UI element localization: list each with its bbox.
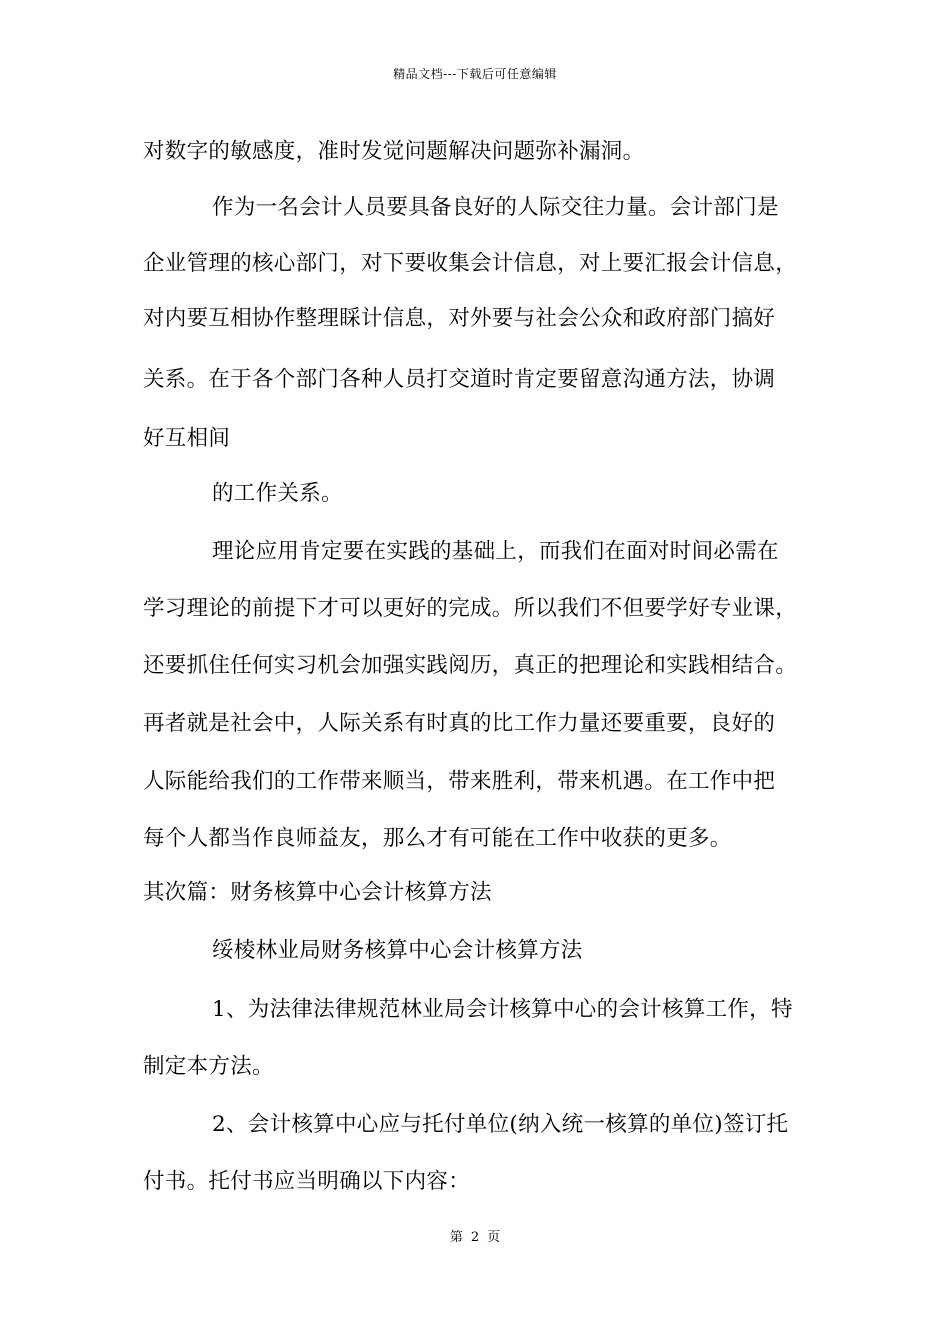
- page-header: 精品文档---下载后可任意编辑: [393, 67, 557, 81]
- text-line: 好互相间: [143, 426, 231, 451]
- paragraph-start-line: 理论应用肯定要在实践的基础上，而我们在面对时间必需在: [212, 539, 779, 564]
- text-line: 对内要互相协作整理睬计信息，对外要与社会公众和政府部门搞好: [143, 306, 776, 331]
- page-prefix: 第: [449, 1230, 463, 1245]
- text-line: 还要抓住任何实习机会加强实践阅历，真正的把理论和实践相结合。: [143, 653, 798, 678]
- paragraph-start-line: 1、为法律法律规范林业局会计核算中心的会计核算工作，特: [212, 997, 793, 1022]
- text-line: 对数字的敏感度，准时发觉问题解决问题弥补漏洞。: [143, 139, 645, 164]
- text-line: 学习理论的前提下才可以更好的完成。所以我们不但要学好专业课，: [143, 596, 798, 621]
- page-number: 2: [470, 1230, 480, 1245]
- text-line: 付书。托付书应当明确以下内容：: [143, 1169, 471, 1194]
- paragraph-start-line: 作为一名会计人员要具备良好的人际交往力量。会计部门是: [212, 195, 779, 220]
- text-line: 制定本方法。: [143, 1054, 274, 1079]
- paragraph-start-line: 2、会计核算中心应与托付单位(纳入统一核算的单位)签订托: [212, 1112, 789, 1137]
- text-line: 每个人都当作良师益友，那么才有可能在工作中收获的更多。: [143, 826, 732, 851]
- text-line: 关系。在于各个部门各种人员打交道时肯定要留意沟通方法，协调: [143, 367, 776, 392]
- text-line: 的工作关系。: [212, 481, 343, 506]
- page-footer: [0, 1230, 950, 1246]
- text-line: 企业管理的核心部门，对下要收集会计信息，对上要汇报会计信息，: [143, 251, 798, 276]
- text-line: 人际能给我们的工作带来顺当，带来胜利，带来机遇。在工作中把: [143, 769, 776, 794]
- section-heading: 其次篇：财务核算中心会计核算方法: [143, 880, 492, 905]
- text-line: 再者就是社会中，人际关系有时真的比工作力量还要重要，良好的: [143, 711, 776, 736]
- page-suffix: 页: [487, 1230, 501, 1245]
- document-title: 绥棱林业局财务核算中心会计核算方法: [212, 938, 583, 963]
